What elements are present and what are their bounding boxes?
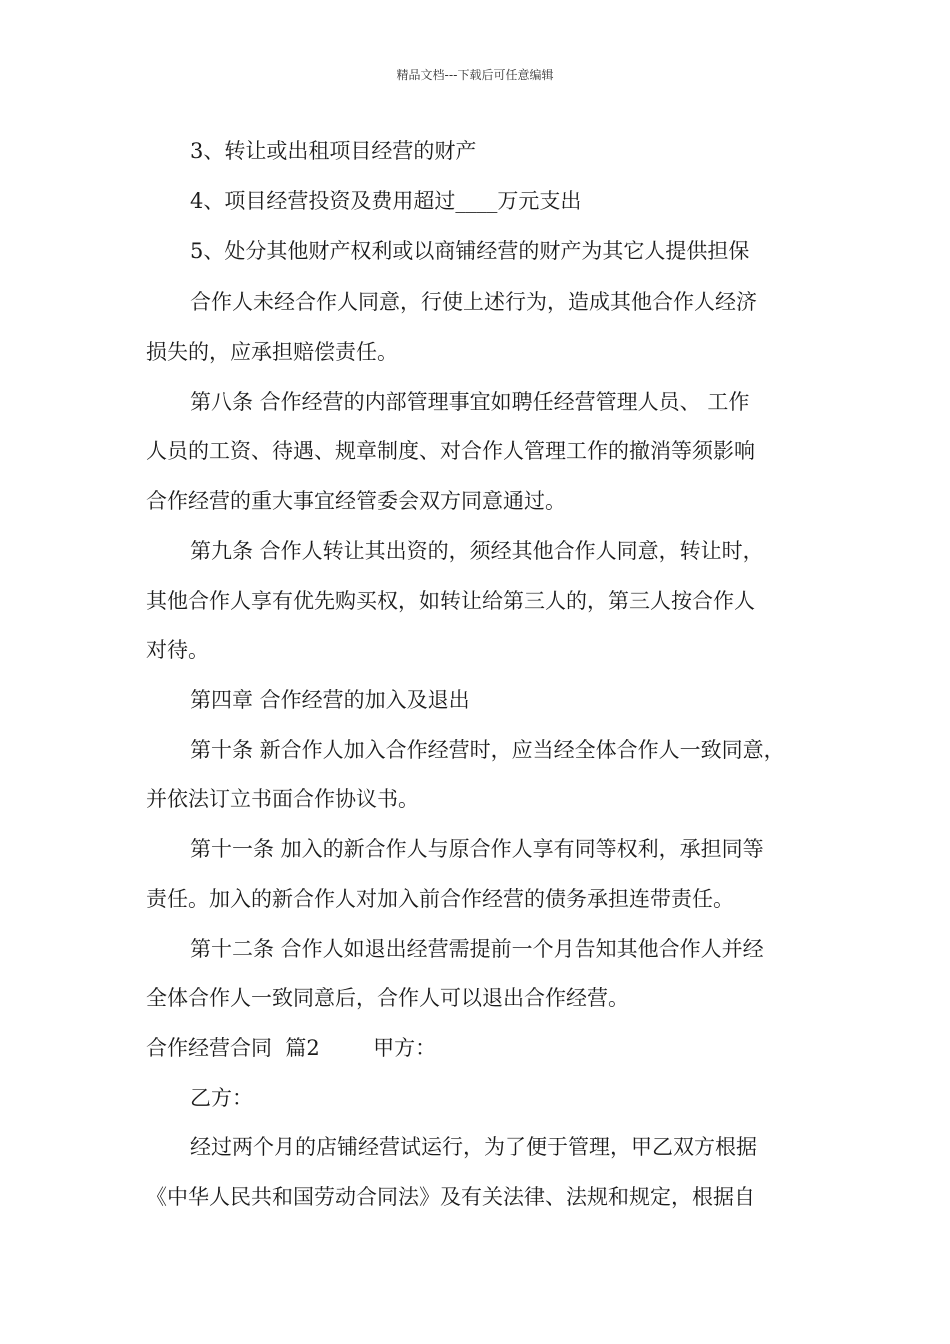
paragraph-line: 合作人未经合作人同意，行使上述行为，造成其他合作人经济 — [190, 290, 757, 314]
chapter-heading: 第四章 合作经营的加入及退出 — [190, 688, 470, 712]
page-header: 精品文档---下载后可任意编辑 — [396, 68, 554, 82]
paragraph-line: 第十一条 加入的新合作人与原合作人享有同等权利，承担同等 — [190, 837, 764, 861]
paragraph-line: 《中华人民共和国劳动合同法》及有关法律、法规和规定，根据自 — [146, 1185, 755, 1209]
paragraph-line: 合作经营的重大事宜经管委会双方同意通过。 — [146, 489, 566, 513]
paragraph-line: 其他合作人享有优先购买权，如转让给第三人的，第三人按合作人 — [146, 589, 755, 613]
paragraph-line: 责任。加入的新合作人对加入前合作经营的债务承担连带责任。 — [146, 887, 734, 911]
paragraph-line: 第十条 新合作人加入合作经营时，应当经全体合作人一致同意， — [190, 738, 785, 762]
paragraph-line: 对待。 — [146, 638, 209, 662]
paragraph-line: 第九条 合作人转让其出资的，须经其他合作人同意，转让时， — [190, 539, 764, 563]
paragraph-line: 乙方： — [190, 1086, 253, 1110]
paragraph-line: 全体合作人一致同意后，合作人可以退出合作经营。 — [146, 986, 629, 1010]
paragraph-line: 并依法订立书面合作协议书。 — [146, 787, 419, 811]
paragraph-line: 人员的工资、待遇、规章制度、对合作人管理工作的撤消等须影响 — [146, 439, 755, 463]
section-title: 合作经营合同 篇2 甲方： — [146, 1036, 437, 1060]
paragraph-line: 4、项目经营投资及费用超过____万元支出 — [190, 189, 582, 213]
paragraph-line: 3、转让或出租项目经营的财产 — [190, 139, 477, 163]
paragraph-line: 5、处分其他财产权利或以商铺经营的财产为其它人提供担保 — [190, 239, 750, 263]
paragraph-line: 损失的，应承担赔偿责任。 — [146, 340, 398, 364]
paragraph-line: 第八条 合作经营的内部管理事宜如聘任经营管理人员、 工作 — [190, 390, 750, 414]
paragraph-line: 经过两个月的店铺经营试运行，为了便于管理，甲乙双方根据 — [190, 1135, 757, 1159]
paragraph-line: 第十二条 合作人如退出经营需提前一个月告知其他合作人并经 — [190, 937, 764, 961]
